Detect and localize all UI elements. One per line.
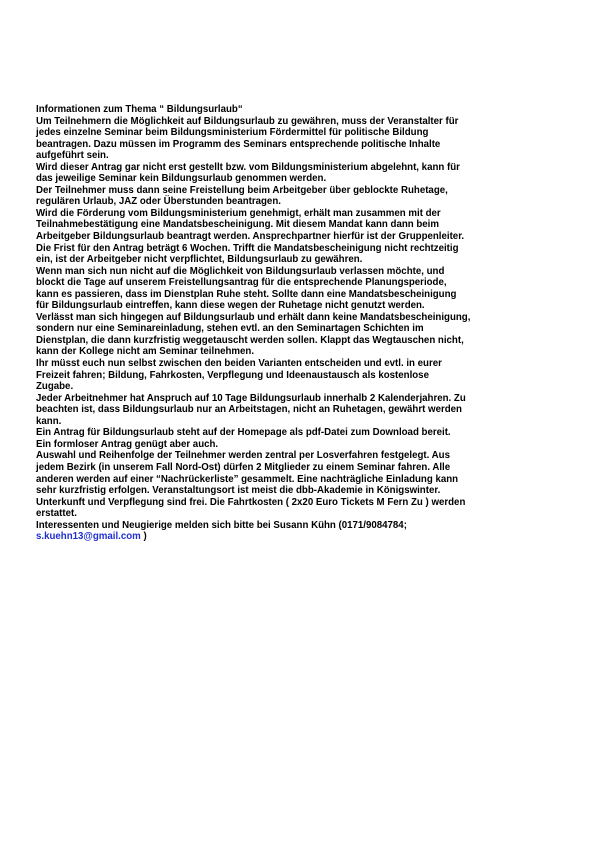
- text-line: Jeder Arbeitnehmer hat Anspruch auf 10 Tage Bildungsurlaub innerhalb 2 Kalenderjahren. Zu: [36, 392, 466, 404]
- text-line: Die Frist für den Antrag beträgt 6 Wochen. Trifft die Mandatsbescheinigung nicht rechtzeitig: [36, 242, 459, 254]
- text-line: beachten ist, dass Bildungsurlaub nur an Arbeitstagen, nicht an Ruhetagen, gewährt werden: [36, 404, 462, 416]
- text-line: aufgeführt sein.: [36, 150, 109, 162]
- text-line: Ein Antrag für Bildungsurlaub steht auf der Homepage als pdf-Datei zum Download bereit.: [36, 427, 451, 439]
- text-line: kann es passieren, dass im Dienstplan Ruhe steht. Sollte dann eine Mandatsbescheinigung: [36, 288, 457, 300]
- text-line: erstattet.: [36, 508, 77, 520]
- text-line: Ein formloser Antrag genügt aber auch.: [36, 438, 219, 450]
- text-line: sondern nur eine Seminareinladung, stehen evtl. an den Seminartagen Schichten im: [36, 323, 424, 335]
- text-line: Um Teilnehmern die Möglichkeit auf Bildungsurlaub zu gewähren, muss der Veranstalter für: [36, 115, 459, 127]
- text-line: regulären Urlaub, JAZ oder Überstunden beantragen.: [36, 196, 281, 208]
- document-heading: Informationen zum Thema “ Bildungsurlaub“: [36, 104, 243, 115]
- text-line: Wird dieser Antrag gar nicht erst gestellt bzw. vom Bildungsministerium abgelehnt, kann für: [36, 161, 460, 173]
- text-line: Verlässt man sich hingegen auf Bildungsurlaub und erhält dann keine Mandatsbescheinigung,: [36, 311, 471, 323]
- text-line: kann der Kollege nicht am Seminar teilnehmen.: [36, 346, 255, 358]
- text-line: ein, ist der Arbeitgeber nicht verpflichtet, Bildungsurlaub zu gewähren.: [36, 254, 363, 266]
- text-line: blockt die Tage auf unserem Freistellungsantrag für die entsprechende Planungsperiode,: [36, 277, 447, 289]
- text-line: Zugabe.: [36, 381, 74, 393]
- text-line: beantragen. Dazu müssen im Programm des Seminars entsprechende politische Inhalte: [36, 138, 441, 150]
- text-line: das jeweilige Seminar kein Bildungsurlaub genommen werden.: [36, 173, 327, 185]
- contact-email-link[interactable]: s.kuehn13@gmail.com: [36, 531, 141, 543]
- text-line: Wenn man sich nun nicht auf die Möglichkeit von Bildungsurlaub verlassen möchte, und: [36, 265, 445, 277]
- contact-line: [36, 531, 536, 543]
- text-line: für Bildungsurlaub eintreffen, kann diese wegen der Ruhetage nicht genutzt werden.: [36, 300, 425, 312]
- text-line: Ihr müsst euch nun selbst zwischen den beiden Varianten entscheiden und evtl. in eurer: [36, 358, 442, 370]
- text-line: Interessenten und Neugierige melden sich bitte bei Susann Kühn (0171/9084784;: [36, 519, 407, 531]
- text-line: jedes einzelne Seminar beim Bildungsministerium Fördermittel für politische Bildung: [36, 127, 429, 139]
- text-line: jedem Bezirk (in unserem Fall Nord-Ost) dürfen 2 Mitglieder zu einem Seminar fahren. Alle: [36, 461, 451, 473]
- text-line: Dienstplan, die dann kurzfristig weggetauscht werden sollen. Klappt das Wegtauschen nicht,: [36, 334, 464, 346]
- text-line: anderen werden auf einer “Nachrückerliste” gesammelt. Eine nachträgliche Einladung kann: [36, 473, 459, 485]
- closing-paren: ): [140, 531, 147, 543]
- text-line: kann.: [36, 415, 62, 427]
- text-line: Unterkunft und Verpflegung sind frei. Die Fahrtkosten ( 2x20 Euro Tickets M Fern Zu ) werden: [36, 496, 466, 508]
- text-line: Auswahl und Reihenfolge der Teilnehmer werden zentral per Losverfahren festgelegt. Aus: [36, 450, 450, 462]
- text-line: Der Teilnehmer muss dann seine Freistellung beim Arbeitgeber über geblockte Ruhetage,: [36, 184, 448, 196]
- text-line: Arbeitgeber Bildungsurlaub beantragt werden. Ansprechpartner hierfür ist der Gruppenleiter.: [36, 231, 465, 243]
- text-line: Teilnahmebestätigung eine Mandatsbescheinigung. Mit diesem Mandat kann dann beim: [36, 219, 439, 231]
- text-line: Wird die Förderung vom Bildungsministerium genehmigt, erhält man zusammen mit der: [36, 207, 441, 219]
- text-line: sehr kurzfristig erfolgen. Veranstaltungsort ist meist die dbb-Akademie in Königswinter.: [36, 485, 441, 497]
- document-body: [36, 104, 536, 543]
- text-line: Freizeit fahren; Bildung, Fahrkosten, Verpflegung und Ideenaustausch als kostenlose: [36, 369, 429, 381]
